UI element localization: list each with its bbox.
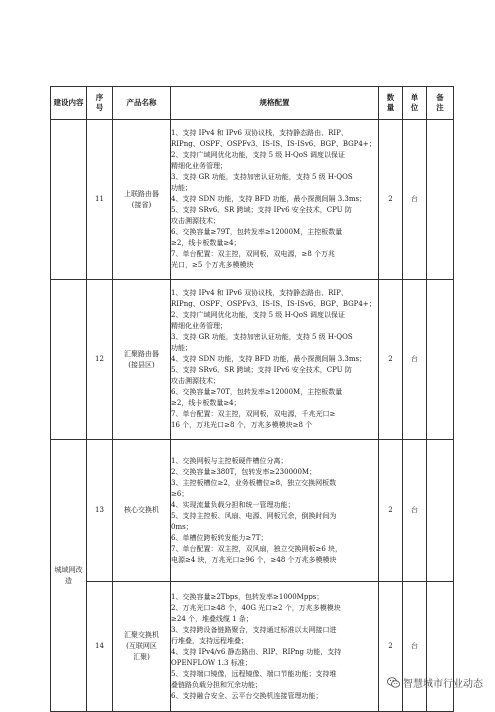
spec-line: 7、单台配置：双主控，双网板，双电源，≥8 个万兆 [171,250,335,258]
unit-cell: 台 [403,280,427,440]
note-cell [427,280,454,440]
spec-line: 4、支持 SDN 功能，支持 BFD 功能，最小探测间隔 3.3ms； [171,355,367,363]
group-label-line: 造 [65,576,72,585]
spec-line: ≥2，线卡板数量≥4； [171,239,241,247]
spec-line: 3、支持 GR 功能，支持加密认证功能，支持 5 级 H-QOS [171,173,353,181]
table-row [51,440,454,582]
spec-line: 16 个，万兆光口≥8 个，万兆多模模块≥8 个 [171,421,313,429]
spec-line: 3、支持跨设备链路聚合，支持通过标准以太网接口进 [171,625,337,634]
qty-cell: 2 [379,582,403,712]
qty-cell: 2 [379,440,403,582]
spec-line: ≥2，线卡板数量≥4； [171,399,241,407]
product-name-cell [113,582,171,712]
spec-line: 4、支持 IPv4/v6 静态路由、RIP、RIPng 功能，支持 [171,647,342,656]
note-cell [427,120,454,280]
spec-line: 光口，≥5 个万兆多模模块 [171,261,254,269]
spec-line: 叠链路负载分担和冗余功能； [171,680,262,689]
spec-line: RIPng、OSPF、OSPFv3、IS-IS、IS-ISv6、BGP、BGP4+； [171,140,376,148]
spec-line: 0ms； [171,522,193,531]
spec-line: 攻击溯源技术； [171,377,220,385]
spec-line: 5、支持 SRv6、SR 跨域；支持 IPv6 安全技术，CPU 防 [171,366,352,374]
product-name-line: 汇聚路由器 [124,349,159,358]
spec-line: 5、支持 SRv6、SR 跨域；支持 IPv6 安全技术，CPU 防 [171,206,352,214]
spec-line: RIPng、OSPF、OSPFv3、IS-IS、IS-ISv6、BGP、BGP4+； [171,300,376,308]
category-cell-empty [51,280,87,440]
spec-line: ≥6； [171,489,189,498]
seq-cell: 12 [87,280,113,440]
spec-line: 6、交换容量≥70T，包转发率≥12000M，主控板数量 [171,388,343,396]
spec-line: 5、支持主控板、风扇、电源、网板冗余，倒换时间为 [171,511,337,520]
unit-cell: 台 [403,440,427,582]
note-cell [427,582,454,712]
spec-line: 3、支持 GR 功能，支持加密认证功能，支持 5 级 H-QOS [171,333,353,341]
spec-line: 功能； [171,184,192,192]
table-row [51,582,454,712]
table-row [51,120,454,280]
spec-line: 7、单台配置：双主控，双网板，双电源，千兆光口≥ [171,410,336,418]
spec-cell [171,582,379,712]
unit-cell: 台 [403,120,427,280]
product-name-cell [113,440,171,582]
spec-line: OPENFLOW 1.3 标准； [171,658,252,667]
seq-cell: 13 [87,440,113,582]
qty-cell: 2 [379,120,403,280]
product-name-cell [113,120,171,280]
unit-cell: 台 [403,582,427,712]
spec-line: 电源≥4 块，万兆光口≥96 个，≥48 个万兆多模模块 [171,555,337,564]
wechat-icon [387,677,400,688]
header-unit: 单 位 [403,87,427,120]
watermark-text: 智慧城市行业动态 [403,679,483,690]
header-note: 备 注 [427,87,454,120]
spec-line: 精细化业务管理； [171,322,227,330]
seq-cell: 14 [87,582,113,712]
header-spec: 规格配置 [171,87,379,120]
header-product: 产品名称 [113,87,171,120]
product-name-line: (接省) [131,200,152,209]
spec-line: 2、交换容量≥380T，包转发率≥230000M； [171,467,317,476]
qty-cell: 2 [379,280,403,440]
spec-table [50,86,454,712]
spec-line: ≥24 个，堆叠线缆 1 条； [171,614,253,623]
header-seq: 序 号 [87,87,113,120]
table-row [51,280,454,440]
spec-line: 功能； [171,344,192,352]
spec-line: 7、单台配置：双主控，双风扇，独立交换网板≥6 块， [171,544,342,553]
note-cell [427,440,454,582]
group-label-cell [51,440,87,712]
product-name-line: 上联路由器 [124,189,159,198]
spec-line: 4、实现流量负载分担和统一管理功能； [171,500,295,509]
product-name-line: 核心交换机 [124,506,159,514]
product-name-line: 汇聚交换机 [124,631,159,639]
seq-cell: 11 [87,120,113,280]
table-body [51,120,454,712]
product-name-line: 汇聚) [133,653,150,661]
product-name-line: (接县区) [128,360,155,369]
spec-line: 1、支持 IPv4 和 IPv6 双协议栈，支持静态路由、RIP、 [171,129,348,137]
table-header-row [51,87,454,120]
spec-line: 2、支持广域网优化功能，支持 5 级 H-QoS 调度以保证 [171,311,346,319]
spec-cell [171,440,379,582]
header-qty: 数 量 [379,87,403,120]
header-category: 建设内容 [51,87,87,120]
spec-line: 1、交换容量≥2Tbps，包转发率≥1000Mpps； [171,592,324,601]
group-label-line: 城域网改 [54,565,83,574]
spec-line: 1、交换网板与主控板硬件槽位分离； [171,456,288,465]
spec-line: 3、主控板槽位≥2，业务板槽位≥8，独立交换网板数 [171,478,337,487]
spec-line: 2、万兆光口≥48 个，40G 光口≥2 个，万兆多模模块 [171,603,341,612]
spec-line: 行堆叠，支持远程堆叠； [171,636,248,645]
spec-line: 6、支持融合安全、云平台交换机连接管理功能； [171,691,323,700]
spec-line: 5、支持端口镜像，远程镜像、端口节能功能；支持堆 [171,669,337,678]
product-name-line: (互联网区 [126,642,157,650]
product-name-cell [113,280,171,440]
category-cell-empty [51,120,87,280]
spec-line: 4、支持 SDN 功能，支持 BFD 功能，最小探测间隔 3.3ms； [171,195,367,203]
spec-line: 攻击溯源技术； [171,217,220,225]
spec-line: 1、支持 IPv4 和 IPv6 双协议栈，支持静态路由、RIP、 [171,289,348,297]
spec-cell [171,280,379,440]
spec-line: 2、支持广域网优化功能，支持 5 级 H-QoS 调度以保证 [171,151,346,159]
spec-line: 6、单槽位跨板转发能力≥7T； [171,533,268,542]
spec-line: 6、交换容量≥79T，包转发率≥12000M，主控板数量 [171,228,343,236]
spec-line: 精细化业务管理； [171,162,227,170]
watermark [387,675,483,690]
spec-cell [171,120,379,280]
